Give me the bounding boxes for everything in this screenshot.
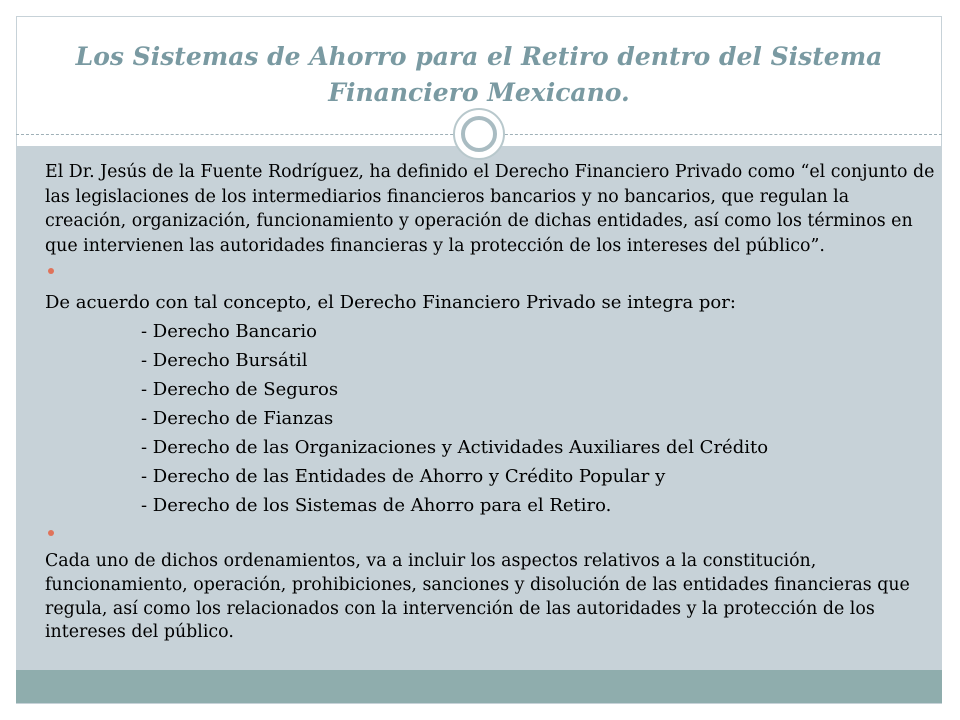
slide-title: Los Sistemas de Ahorro para el Retiro dentro del Sistema Financiero Mexicano. — [75, 42, 883, 107]
bullet-icon — [48, 530, 54, 536]
bullet-icon — [48, 268, 54, 274]
list-item: - Derecho Bursátil — [141, 350, 308, 372]
list-item: - Derecho de las Organizaciones y Actividades Auxiliares del Crédito — [141, 437, 769, 459]
list-item: - Derecho de Seguros — [141, 379, 339, 401]
footer-bar — [16, 670, 942, 703]
intro-line: De acuerdo con tal concepto, el Derecho Financiero Privado se integra por: — [45, 292, 736, 314]
decorative-circle-inner — [461, 116, 497, 152]
list-item: - Derecho de Fianzas — [141, 408, 334, 430]
list-item: - Derecho de las Entidades de Ahorro y Crédito Popular y — [141, 466, 666, 488]
decorative-circle-icon — [453, 108, 505, 160]
closing-paragraph: Cada uno de dichos ordenamientos, va a incluir los aspectos relativos a la constitución, funcionamiento, operación, prohibiciones, sanciones y disolución de las entidades financieras que regula, así como los relacionados con la intervención de las autoridades y la protección de los intereses del público. — [45, 551, 910, 643]
list-item: - Derecho Bancario — [141, 321, 317, 343]
slide-body — [45, 160, 935, 645]
definition-paragraph: El Dr. Jesús de la Fuente Rodríguez, ha definido el Derecho Financiero Privado como “el conjunto de las legislaciones de los intermediarios financieros bancarios y no bancarios, que regulan la creación, organización, funcionamiento y operación de dichas entidades, así como los términos en que intervienen las autoridades financieras y la protección de los intereses del público”. — [45, 162, 935, 256]
list-item: - Derecho de los Sistemas de Ahorro para el Retiro. — [141, 495, 612, 517]
